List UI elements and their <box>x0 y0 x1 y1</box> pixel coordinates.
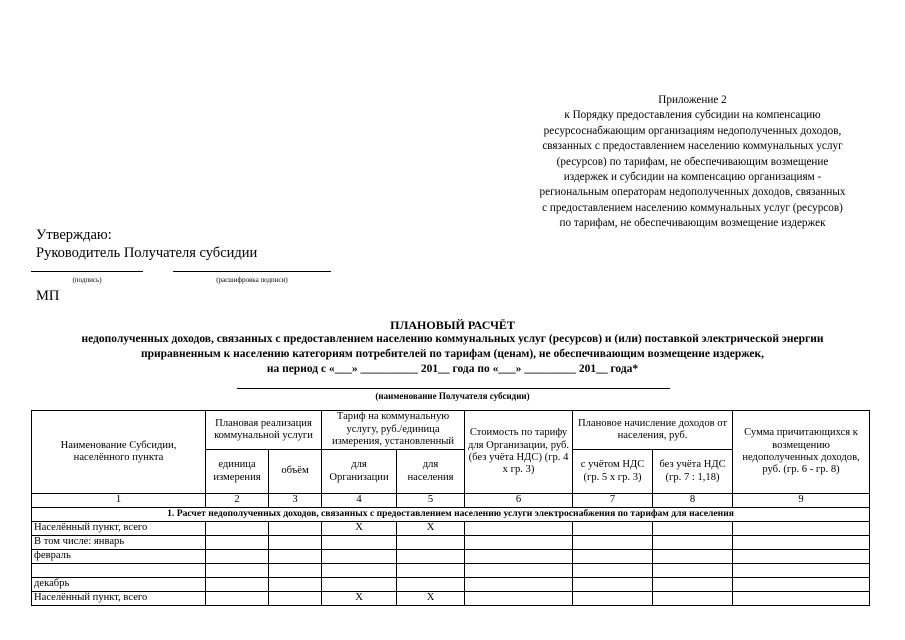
row-name: В том числе: январь <box>32 536 206 550</box>
table-cell <box>733 550 870 564</box>
column-number: 3 <box>269 494 322 508</box>
row-name: Населённый пункт, всего <box>32 592 206 606</box>
header-for-population: для населения <box>397 450 465 494</box>
table-cell <box>653 592 733 606</box>
document-title: ПЛАНОВЫЙ РАСЧЁТ <box>390 318 515 332</box>
table-cell <box>573 550 653 564</box>
table-cell <box>465 564 573 578</box>
table-cell <box>269 578 322 592</box>
table-cell <box>397 564 465 578</box>
table-row <box>32 592 870 606</box>
table-row <box>32 522 870 536</box>
title-line-1: недополученных доходов, связанных с предоставлением населению коммунальных услуг (ресурсов) и (или) поставкой электрической энергии <box>81 333 824 345</box>
table-cell <box>322 550 397 564</box>
section-heading: 1. Расчет недополученных доходов, связанных с предоставлением населению услуги электроснабжения по тарифам для населения <box>32 508 870 522</box>
column-number: 5 <box>397 494 465 508</box>
column-number: 7 <box>573 494 653 508</box>
column-number: 6 <box>465 494 573 508</box>
recipient-name-line <box>237 388 670 389</box>
table-cell <box>653 536 733 550</box>
approve-label: Утверждаю: <box>36 227 112 243</box>
calculation-table <box>31 410 870 606</box>
table-cell <box>206 550 269 564</box>
table-cell <box>206 578 269 592</box>
table-cell <box>465 578 573 592</box>
header-with-vat: с учётом НДС (гр. 5 х гр. 3) <box>573 450 653 494</box>
table-cell <box>322 578 397 592</box>
table-cell <box>269 522 322 536</box>
header-for-organization: для Организации <box>322 450 397 494</box>
table-cell <box>322 536 397 550</box>
header-accrual: Плановое начисление доходов от населения, руб. <box>573 411 733 450</box>
table-cell <box>269 592 322 606</box>
column-number: 1 <box>32 494 206 508</box>
column-number: 4 <box>322 494 397 508</box>
appendix-line: издержек и субсидии на компенсацию организациям - <box>563 171 822 184</box>
signature-caption: (подпись) <box>72 276 102 284</box>
table-cell <box>653 564 733 578</box>
row-name <box>32 564 206 578</box>
recipient-head-label: Руководитель Получателя субсидии <box>36 245 258 261</box>
table-cell: Х <box>322 522 397 536</box>
header-unit: единица измерения <box>206 450 269 494</box>
table-cell <box>206 564 269 578</box>
decoding-line <box>173 271 331 272</box>
row-name: Населённый пункт, всего <box>32 522 206 536</box>
appendix-line: по тарифам, не обеспечивающим возмещение издержек <box>559 217 826 230</box>
appendix-line: региональным операторам недополученных доходов, связанных <box>539 186 846 199</box>
table-cell <box>573 592 653 606</box>
decoding-caption: (расшифровка подписи) <box>216 276 288 284</box>
table-cell <box>653 550 733 564</box>
appendix-line: (ресурсов) по тарифам, не обеспечивающим возмещение <box>556 155 829 168</box>
column-number: 2 <box>206 494 269 508</box>
header-name: Наименование Субсидии, населённого пункта <box>32 411 206 494</box>
table-cell <box>573 536 653 550</box>
title-line-2: приравненным к населению категориям потребителей по тарифам (ценам), не обеспечивающим возмещение издержек, <box>140 348 765 360</box>
table-cell <box>733 592 870 606</box>
header-cost: Стоимость по тарифу для Организации, руб. (без учёта НДС) (гр. 4 х гр. 3) <box>465 411 573 494</box>
appendix-line: с предоставлением населению коммунальных услуг (ресурсов) <box>542 201 843 214</box>
row-name: декабрь <box>32 578 206 592</box>
table-cell: Х <box>397 522 465 536</box>
appendix-block <box>500 93 885 232</box>
seal-label: МП <box>36 288 60 304</box>
period-line: на период с «___» __________ 201__ года по «___» _________ 201__ года* <box>266 363 639 375</box>
table-cell <box>397 536 465 550</box>
table-cell <box>206 536 269 550</box>
appendix-line: к Порядку предоставления субсидии на компенсацию <box>564 109 821 122</box>
table-cell <box>397 550 465 564</box>
table-cell <box>269 536 322 550</box>
table-cell <box>269 564 322 578</box>
table-cell: Х <box>397 592 465 606</box>
table-cell <box>573 578 653 592</box>
table-cell <box>573 522 653 536</box>
header-planned-sales: Плановая реализация коммунальной услуги <box>206 411 322 450</box>
header-sum: Сумма причитающихся к возмещению недополученных доходов, руб. (гр. 6 - гр. 8) <box>733 411 870 494</box>
signature-line <box>31 271 143 272</box>
table-row <box>32 564 870 578</box>
table-cell <box>465 592 573 606</box>
recipient-caption: (наименование Получателя субсидии) <box>375 391 530 401</box>
appendix-line: ресурсоснабжающим организациям недополученных доходов, <box>543 124 842 137</box>
column-number: 8 <box>653 494 733 508</box>
table-row <box>32 578 870 592</box>
table-cell <box>322 564 397 578</box>
table-cell <box>733 522 870 536</box>
table-row <box>32 550 870 564</box>
table-cell <box>573 564 653 578</box>
table-cell <box>733 564 870 578</box>
table-cell <box>465 550 573 564</box>
appendix-line: Приложение 2 <box>658 94 727 106</box>
header-without-vat: без учёта НДС (гр. 7 : 1,18) <box>653 450 733 494</box>
row-name: февраль <box>32 550 206 564</box>
table-cell <box>206 592 269 606</box>
table-cell <box>653 578 733 592</box>
table-cell <box>269 550 322 564</box>
header-volume: объём <box>269 450 322 494</box>
table-cell <box>465 522 573 536</box>
column-number: 9 <box>733 494 870 508</box>
table-cell <box>733 536 870 550</box>
table-cell <box>206 522 269 536</box>
appendix-line: связанных с предоставлением населению коммунальных услуг <box>542 140 843 153</box>
table-cell <box>465 536 573 550</box>
table-row <box>32 536 870 550</box>
table-cell <box>653 522 733 536</box>
table-cell <box>397 578 465 592</box>
table-cell: Х <box>322 592 397 606</box>
header-tariff: Тариф на коммунальную услугу, руб./единица измерения, установленный <box>322 411 465 450</box>
table-cell <box>733 578 870 592</box>
